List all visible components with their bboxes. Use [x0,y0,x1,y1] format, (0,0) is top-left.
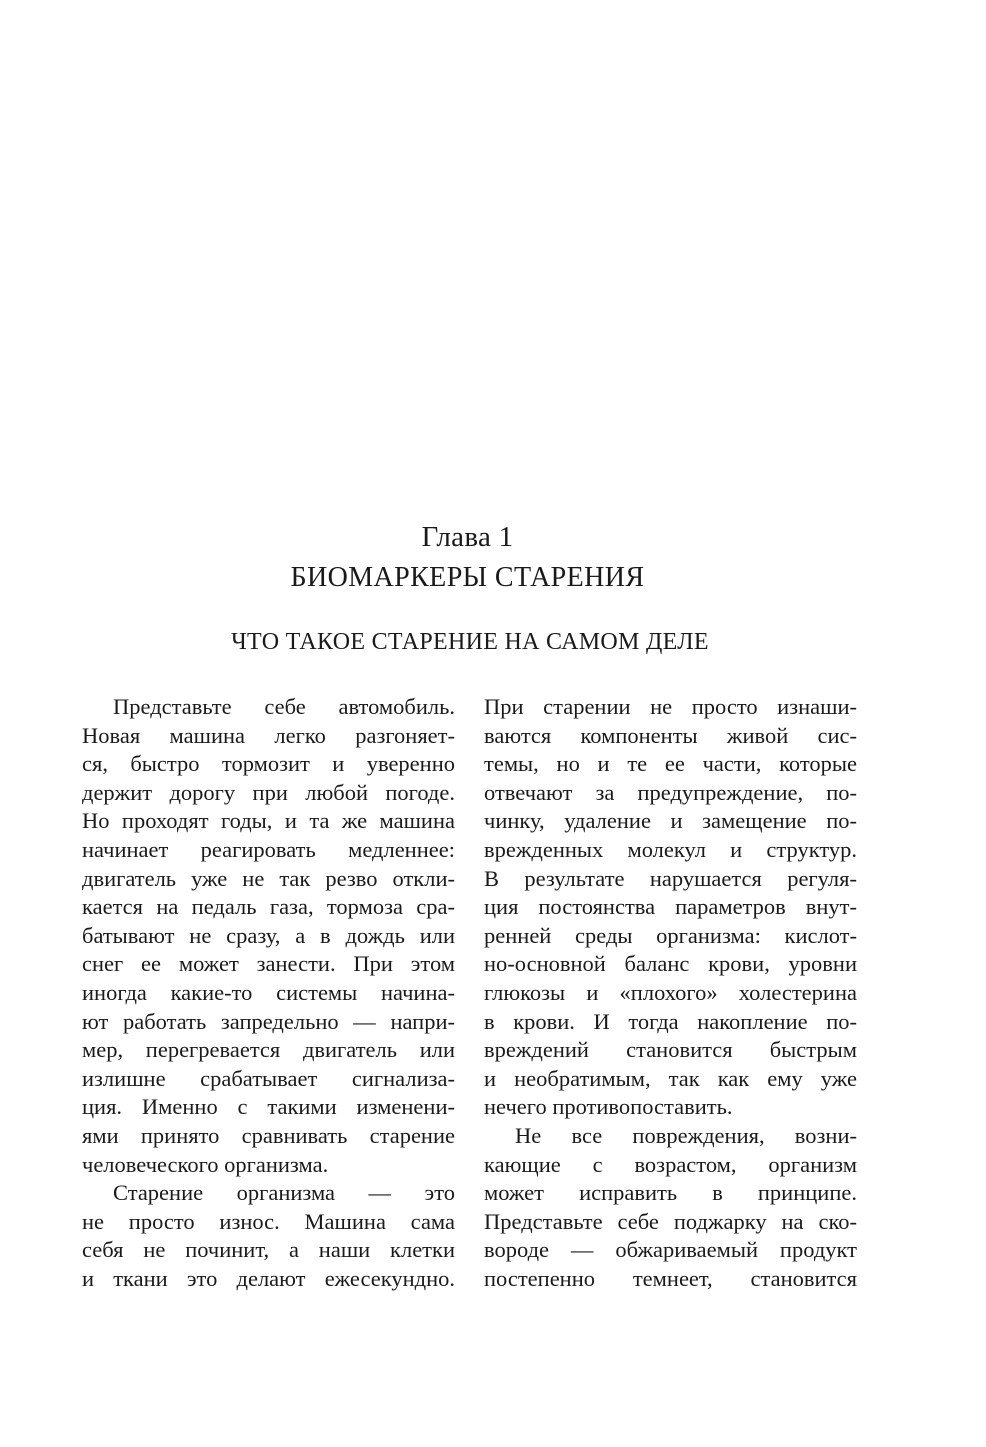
text-line: темы, но и те ее части, которые [484,751,857,777]
text-line: и ткани это делают ежесекундно. [82,1265,455,1291]
text-line: может исправить в принципе. [484,1180,857,1206]
text-line: В результате нарушается регуля- [484,865,857,891]
text-line: Представьте себе автомобиль. [113,694,455,719]
text-line: но-основной баланс крови, уровни [484,951,857,977]
text-line: излишне срабатывает сигнализа- [82,1065,455,1091]
right-text-column [484,693,857,1293]
text-line: человеческого организма. [82,1151,329,1177]
text-line: двигатель уже не так резво откли- [82,865,455,891]
text-line: снег ее может занести. При этом [82,951,455,977]
text-line: нечего противопоставить. [484,1094,733,1120]
text-line: и необратимым, так как ему уже [484,1065,857,1091]
text-line: Представьте себе поджарку на ско- [484,1208,857,1234]
text-line: не просто износ. Машина сама [82,1208,455,1234]
text-line: ями принято сравнивать старение [82,1122,455,1148]
text-line: ция. Именно с такими изменени- [82,1094,455,1120]
text-line: вреждений становится быстрым [484,1037,857,1063]
text-line: Но проходят годы, и та же машина [82,808,455,834]
text-line: кается на педаль газа, тормоза сра- [82,894,455,920]
text-line: держит дорогу при любой погоде. [82,779,455,805]
section-title: ЧТО ТАКОЕ СТАРЕНИЕ НА САМОМ ДЕЛЕ [231,629,709,655]
text-line: ся, быстро тормозит и уверенно [82,751,455,777]
text-line: чинку, удаление и замещение по- [484,808,857,834]
text-line: отвечают за предупреждение, по- [484,779,857,805]
text-line: Старение организма — это [113,1180,455,1206]
text-line: Новая машина легко разгоняет- [82,722,455,748]
text-line: себя не починит, а наши клетки [82,1237,455,1263]
text-line: При старении не просто изнаши- [484,694,857,719]
text-line: ваются компоненты живой сис- [484,722,857,748]
text-line: начинает реагировать медленнее: [82,836,455,862]
text-line: глюкозы и «плохого» холестерина [484,979,857,1005]
chapter-title: БИОМАРКЕРЫ СТАРЕНИЯ [290,562,645,593]
text-line: ция постоянства параметров внут- [484,894,857,920]
text-line: в крови. И тогда накопление по- [484,1008,857,1034]
text-line: батывают не сразу, а в дождь или [82,922,455,948]
chapter-number: Глава 1 [421,521,514,553]
text-line: врежденных молекул и структур. [484,836,857,862]
text-line: мер, перегревается двигатель или [82,1037,455,1063]
text-line: ренней среды организма: кислот- [484,922,857,948]
text-line: вороде — обжариваемый продукт [484,1237,857,1263]
text-line: постепенно темнеет, становится [484,1265,857,1291]
text-line: ют работать запредельно — напри- [82,1008,455,1034]
text-line: иногда какие-то системы начина- [82,979,455,1005]
left-text-column [82,693,455,1293]
text-line: Не все повреждения, возни- [515,1122,857,1148]
text-line: кающие с возрастом, организм [484,1151,857,1177]
